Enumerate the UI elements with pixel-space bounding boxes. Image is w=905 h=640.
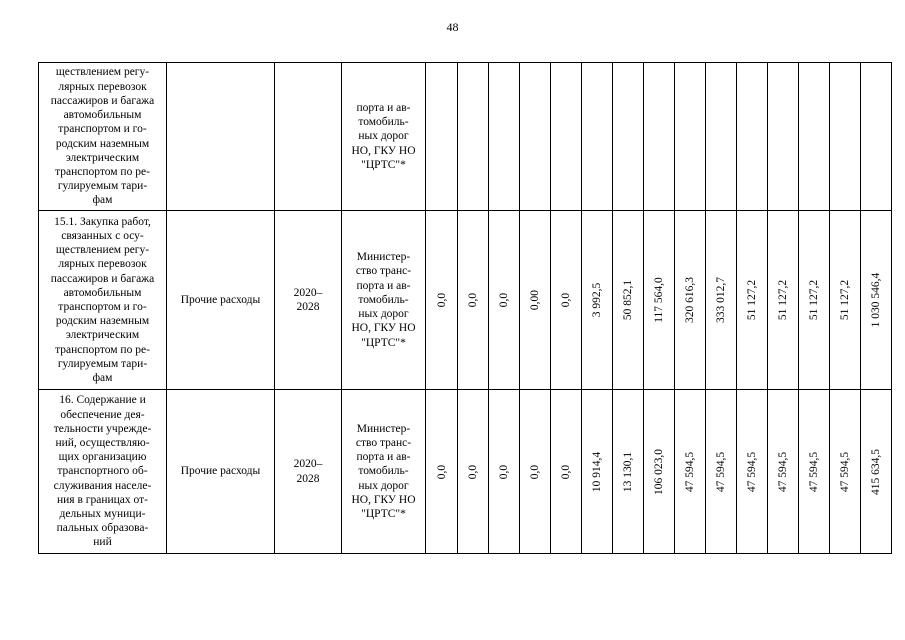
measure-name-cell — [39, 211, 167, 390]
value-cell — [458, 211, 489, 390]
measure-name-line: фам — [92, 372, 113, 385]
executor-line: Министер- — [356, 251, 411, 264]
executor-line: порта и ав- — [356, 279, 411, 292]
measure-name-line: автомобильным — [63, 109, 142, 122]
measure-name-line: гулируемым тари- — [57, 357, 148, 370]
value-cell — [675, 390, 706, 554]
value-cell — [737, 63, 768, 211]
value-cell — [768, 63, 799, 211]
measure-name-line: транспортом и го- — [58, 301, 147, 313]
value-text: 50 852,1 — [621, 279, 634, 321]
value-text: 3 992,5 — [590, 282, 603, 318]
table-row — [39, 390, 892, 554]
value-text: 0,0 — [435, 464, 448, 479]
value-text: 0,0 — [466, 464, 479, 479]
value-cell — [551, 211, 582, 390]
period-line: 2028 — [296, 472, 320, 485]
value-cell — [489, 211, 520, 390]
value-text: 0,0 — [497, 292, 510, 308]
value-text: 47 594,5 — [807, 451, 820, 492]
value-text: 51 127,2 — [807, 279, 820, 321]
value-cell — [799, 211, 830, 390]
value-cell — [613, 390, 644, 554]
value-cell — [613, 63, 644, 211]
measure-name-line: электрическим — [65, 329, 140, 342]
value-text: 47 594,5 — [745, 451, 758, 492]
measure-name-cell — [39, 390, 167, 554]
table-row — [39, 211, 892, 390]
value-cell — [582, 63, 613, 211]
value-cell — [520, 390, 551, 554]
executor-line: "ЦРТС"* — [361, 336, 406, 349]
period-cell — [275, 390, 342, 554]
executor-line: НО, ГКУ НО — [351, 144, 416, 157]
value-cell — [458, 390, 489, 554]
value-text: 106 023,0 — [652, 448, 665, 495]
value-cell — [799, 390, 830, 554]
value-cell — [737, 390, 768, 554]
value-text: 0,00 — [528, 289, 541, 311]
executor-line: ство транс- — [355, 436, 412, 449]
measure-name-line: лярных перевозок — [58, 80, 147, 93]
value-cell — [458, 63, 489, 211]
funding-source-cell: Прочие расходы — [167, 211, 275, 390]
executor-line: томобиль- — [358, 116, 409, 129]
measure-name-line: пальных образова- — [56, 522, 149, 535]
value-text: 51 127,2 — [838, 279, 851, 321]
measure-name-line: ществлением регу- — [55, 244, 150, 257]
page-number: 48 — [446, 20, 459, 34]
measure-name-line: тельности учрежде- — [53, 422, 152, 435]
measure-name-line: ний, осуществляю- — [55, 436, 150, 449]
value-text: 47 594,5 — [714, 451, 727, 492]
funding-source-cell — [167, 63, 275, 211]
measure-name-line: обеспечение дея- — [60, 408, 145, 421]
value-text: 117 564,0 — [652, 277, 665, 323]
executor-line: томобиль- — [358, 293, 409, 306]
value-cell — [861, 211, 892, 390]
value-cell — [861, 63, 892, 211]
value-cell — [551, 390, 582, 554]
executor-cell — [342, 63, 426, 211]
value-text: 51 127,2 — [776, 279, 789, 321]
measure-name-line: связанных с осу- — [61, 229, 144, 242]
executor-line: ство транс- — [355, 265, 412, 278]
value-cell — [426, 63, 458, 211]
executor-line: Министер- — [356, 422, 411, 435]
executor-cell — [342, 211, 426, 390]
measure-name-line: электрическим — [65, 151, 140, 164]
value-cell — [489, 390, 520, 554]
measure-name-line: родским наземным — [55, 315, 150, 328]
value-text: 0,0 — [497, 464, 510, 479]
measure-name-line: гулируемым тари- — [57, 180, 148, 193]
measure-name-line: пассажиров и багажа — [50, 94, 155, 107]
value-text: 320 616,3 — [683, 277, 696, 323]
executor-line: порта и ав- — [356, 101, 411, 114]
executor-line: ных дорог — [358, 479, 409, 492]
measure-name-line: служивания населе- — [53, 479, 152, 492]
value-cell — [706, 63, 737, 211]
value-text: 13 130,1 — [621, 451, 634, 492]
measure-name-line: дельных муници- — [59, 508, 146, 520]
value-text: 47 594,5 — [776, 451, 789, 492]
value-cell — [830, 211, 861, 390]
measure-name-line: автомобильным — [63, 286, 142, 299]
value-text: 0,0 — [435, 292, 448, 308]
value-text: 10 914,4 — [590, 451, 603, 492]
value-text: 47 594,5 — [683, 451, 696, 492]
value-text: 415 634,5 — [869, 448, 882, 495]
period-line: 2020– — [293, 458, 323, 471]
measure-name-line: ществлением регу- — [55, 66, 150, 79]
executor-line: НО, ГКУ НО — [351, 322, 416, 335]
value-cell — [426, 211, 458, 390]
value-cell — [768, 211, 799, 390]
value-cell — [520, 211, 551, 390]
value-text: 51 127,2 — [745, 279, 758, 321]
measure-name-line: транспортного об- — [57, 465, 148, 478]
value-text: 0,0 — [528, 464, 541, 479]
measure-name-line: транспортом по ре- — [55, 165, 150, 178]
period-cell — [275, 211, 342, 390]
value-cell — [644, 63, 675, 211]
value-text: 47 594,5 — [838, 451, 851, 492]
measure-name-cell — [39, 63, 167, 211]
value-cell — [830, 63, 861, 211]
executor-line: порта и ав- — [356, 451, 411, 464]
value-text: 0,0 — [559, 464, 572, 479]
value-cell — [737, 211, 768, 390]
value-text: 0,0 — [559, 292, 572, 308]
value-cell — [551, 63, 582, 211]
value-cell — [675, 63, 706, 211]
period-cell — [275, 63, 342, 211]
value-cell — [706, 390, 737, 554]
value-cell — [644, 390, 675, 554]
measure-name-line: лярных перевозок — [58, 258, 147, 271]
executor-line: ных дорог — [358, 130, 409, 143]
executor-line: ных дорог — [358, 308, 409, 321]
executor-line: "ЦРТС"* — [361, 158, 406, 171]
value-cell — [582, 211, 613, 390]
measure-name-line: фам — [92, 194, 113, 207]
executor-line: НО, ГКУ НО — [351, 493, 416, 506]
measure-name-line: щих организацию — [58, 451, 147, 464]
measure-name-line: ния в границах от- — [57, 493, 148, 506]
measure-name-line: транспортом и го- — [58, 123, 147, 136]
value-cell — [799, 63, 830, 211]
measure-name-line: ний — [93, 536, 112, 549]
value-cell — [582, 390, 613, 554]
value-cell — [768, 390, 799, 554]
period-line: 2020– — [293, 286, 323, 299]
executor-cell — [342, 390, 426, 554]
funding-source-cell: Прочие расходы — [167, 390, 275, 554]
value-cell — [830, 390, 861, 554]
executor-line: томобиль- — [358, 465, 409, 478]
table-row — [39, 63, 892, 211]
value-cell — [426, 390, 458, 554]
value-cell — [613, 211, 644, 390]
value-cell — [644, 211, 675, 390]
measure-name-line: транспортом по ре- — [55, 343, 150, 356]
value-text: 333 012,7 — [714, 277, 727, 323]
value-cell — [489, 63, 520, 211]
value-cell — [520, 63, 551, 211]
measure-name-line: родским наземным — [55, 137, 150, 150]
measure-name-line: 15.1. Закупка работ, — [54, 215, 151, 228]
measure-name-line: 16. Содержание и — [59, 394, 146, 407]
value-cell — [675, 211, 706, 390]
value-cell — [861, 390, 892, 554]
measure-name-line: пассажиров и багажа — [50, 272, 155, 285]
executor-line: "ЦРТС"* — [361, 508, 406, 520]
value-text: 0,0 — [466, 292, 479, 308]
value-cell — [706, 211, 737, 390]
value-text: 1 030 546,4 — [869, 272, 882, 328]
period-line: 2028 — [296, 301, 320, 313]
budget-table — [38, 62, 892, 554]
